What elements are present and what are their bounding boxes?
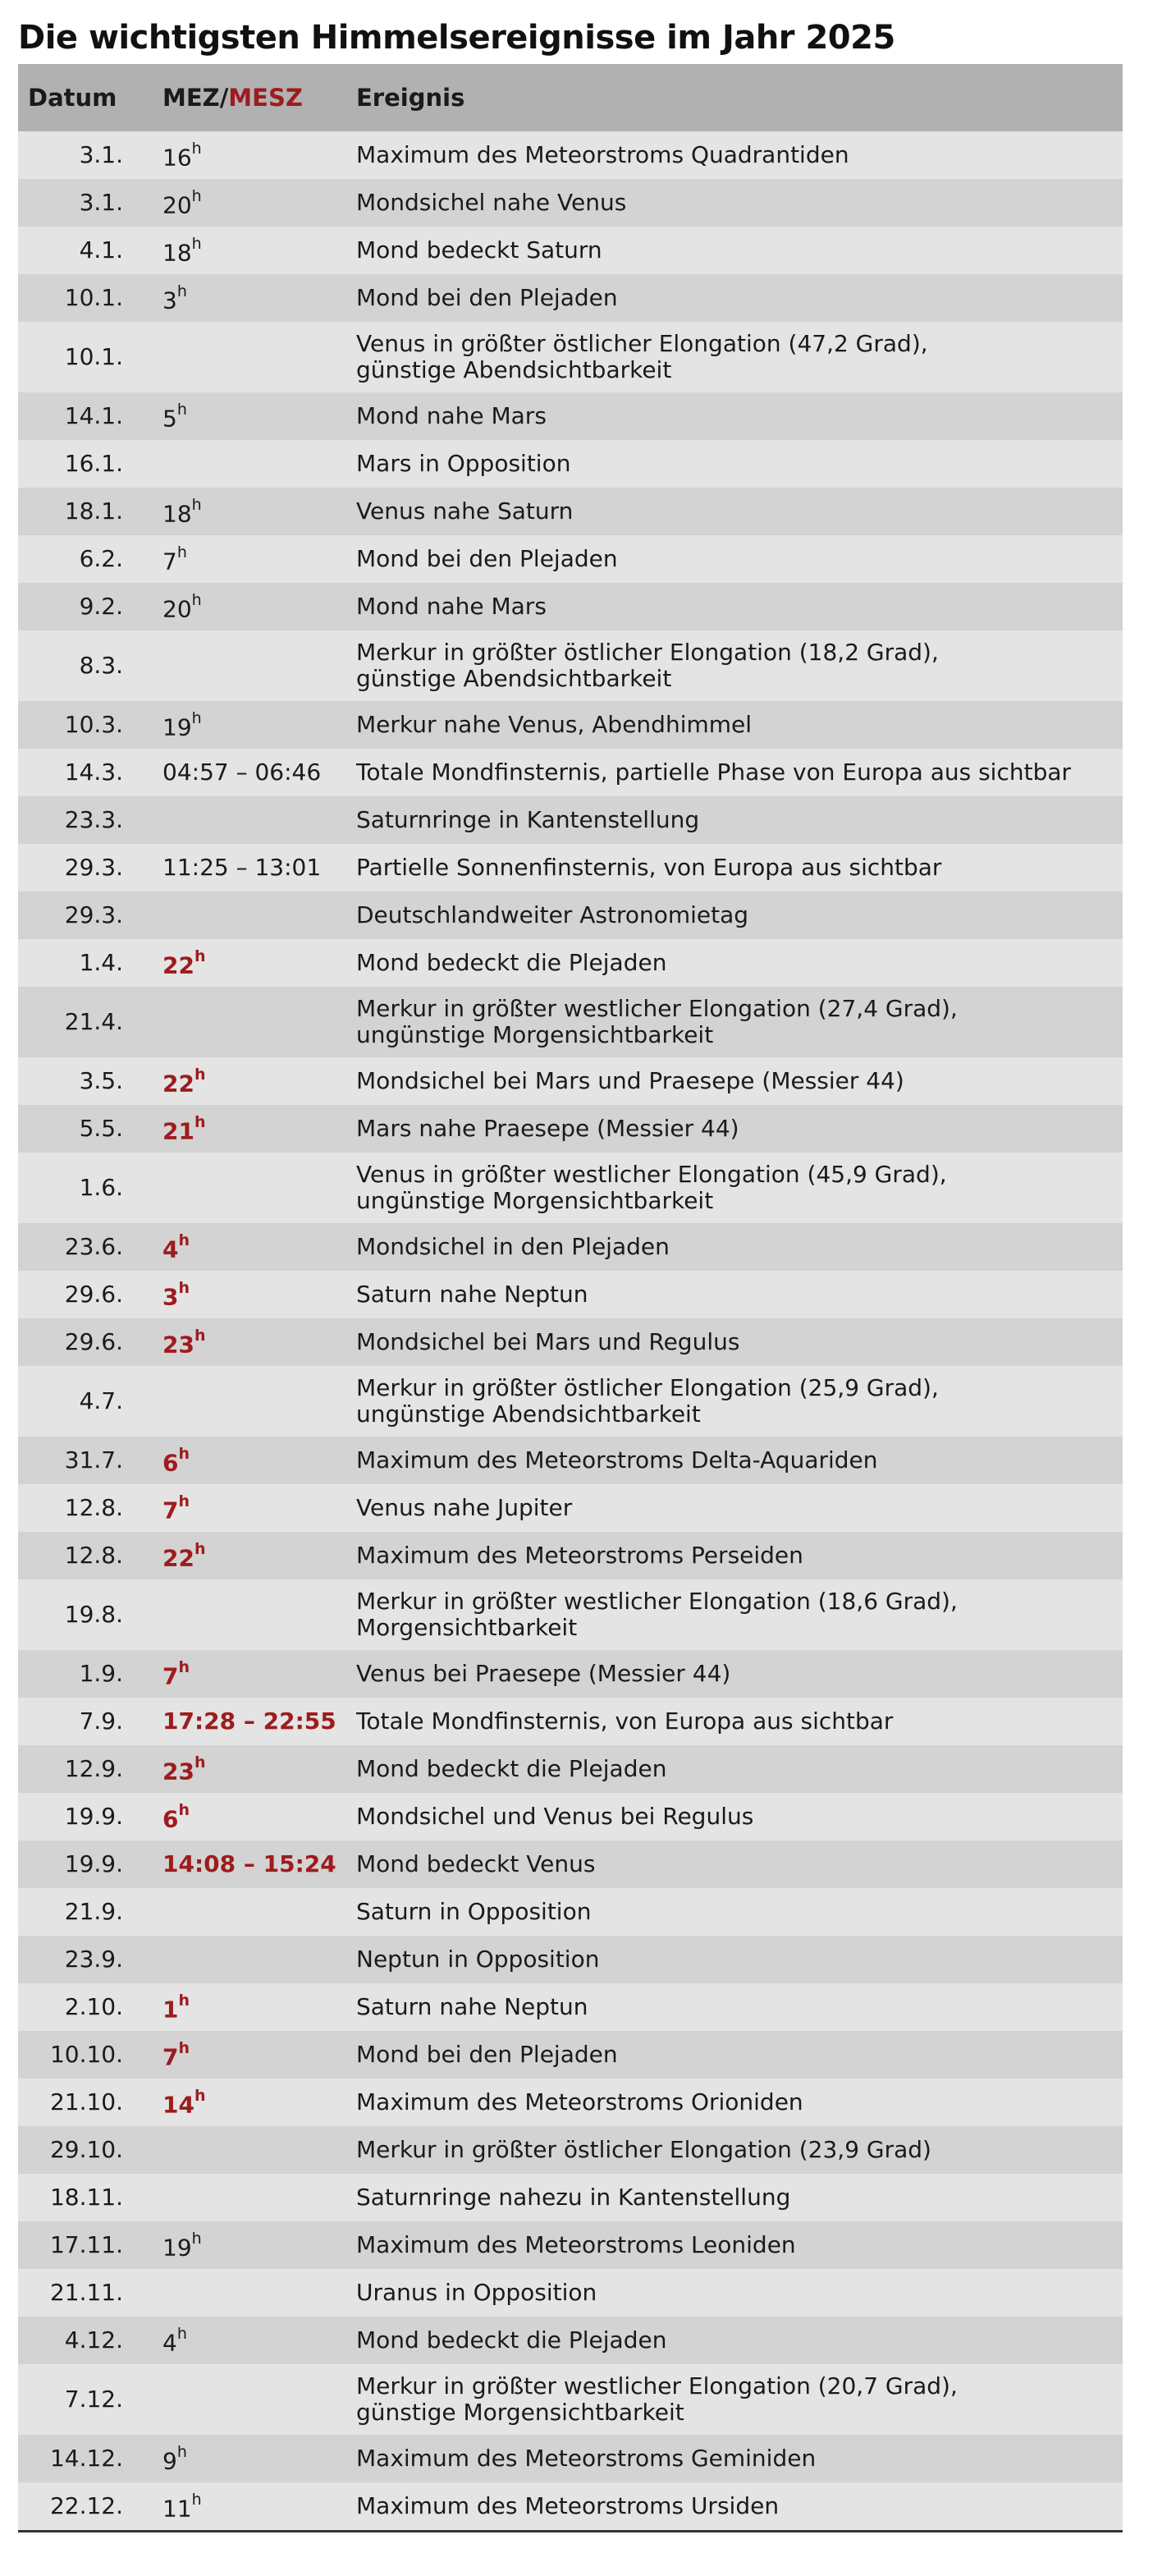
row-time	[162, 495, 356, 527]
header-time-mez: MEZ	[162, 84, 220, 112]
row-time	[162, 1492, 356, 1524]
row-time	[162, 1657, 356, 1689]
row-time-hour-mark: h	[194, 1066, 206, 1084]
row-event: Totale Mondfinsternis, partielle Phase von Europa aus sichtbar	[356, 759, 1072, 786]
row-date: 17.11.	[49, 2231, 123, 2258]
row-time-hour-mark: h	[194, 1113, 206, 1132]
table-row	[18, 322, 1123, 392]
table-row	[18, 701, 1123, 749]
table-row	[18, 1366, 1123, 1437]
row-time-hour-mark: h	[191, 2491, 202, 2510]
table-row	[18, 1437, 1123, 1484]
row-event: Mond bei den Plejaden	[356, 545, 618, 572]
row-event: Merkur in größter östlicher Elongation (18,2 Grad), günstige Abendsichtbarkeit	[356, 639, 939, 692]
table-row	[18, 630, 1123, 701]
row-time-hour-mark: h	[178, 1445, 190, 1464]
table-row	[18, 227, 1123, 274]
row-time	[162, 139, 356, 171]
row-time-value: 1	[162, 1996, 179, 2024]
row-event: Merkur nahe Venus, Abendhimmel	[356, 711, 753, 738]
row-event: Mond nahe Mars	[356, 402, 547, 429]
row-event: Neptun in Opposition	[356, 1946, 600, 1973]
row-time	[162, 1112, 356, 1144]
row-time	[162, 2324, 356, 2356]
row-time	[162, 855, 356, 881]
row-time	[162, 1800, 356, 1832]
row-time	[162, 2442, 356, 2474]
row-event: Venus nahe Jupiter	[356, 1494, 573, 1521]
table-row	[18, 796, 1123, 844]
row-date: 29.6.	[64, 1281, 123, 1308]
row-event: Mond bedeckt die Plejaden	[356, 949, 667, 976]
row-time-hour-mark: h	[191, 187, 202, 206]
row-date: 1.9.	[79, 1660, 123, 1687]
row-time-value: 11:25 – 13:01	[162, 854, 322, 881]
row-date: 10.1.	[64, 284, 123, 311]
row-date: 12.8.	[64, 1494, 123, 1521]
page-title: Die wichtigsten Himmelsereignisse im Jahr 2025	[18, 19, 895, 57]
row-date: 8.3.	[79, 652, 123, 679]
table-row	[18, 1888, 1123, 1936]
table-row	[18, 1153, 1123, 1223]
row-date: 21.9.	[64, 1898, 123, 1925]
row-event: Uranus in Opposition	[356, 2279, 597, 2306]
row-time-value: 4	[162, 2329, 177, 2357]
row-event: Maximum des Meteorstroms Delta-Aquariden	[356, 1446, 878, 1474]
row-date: 29.10.	[49, 2136, 123, 2163]
row-date: 4.1.	[79, 236, 123, 264]
row-time-hour-mark: h	[191, 591, 202, 610]
row-event: Merkur in größter westlicher Elongation (20,7 Grad), günstige Morgensichtbarkeit	[356, 2372, 958, 2426]
row-date: 6.2.	[79, 545, 123, 572]
row-time-value: 9	[162, 2447, 177, 2475]
row-event: Deutschlandweiter Astronomietag	[356, 901, 749, 928]
row-time-value: 22	[162, 1070, 194, 1098]
table-row	[18, 1698, 1123, 1745]
row-date: 21.10.	[49, 2088, 123, 2115]
row-date: 29.3.	[64, 854, 123, 881]
row-date: 9.2.	[79, 593, 123, 620]
table-row	[18, 2174, 1123, 2221]
row-time-hour-mark: h	[178, 1801, 190, 1820]
row-time-hour-mark: h	[191, 496, 202, 515]
table-row	[18, 1936, 1123, 1983]
row-time-value: 22	[162, 1544, 194, 1572]
row-event: Mond bei den Plejaden	[356, 2041, 618, 2068]
row-time-hour-mark: h	[191, 140, 202, 158]
row-time	[162, 234, 356, 266]
row-date: 23.6.	[64, 1233, 123, 1260]
row-date: 3.1.	[79, 189, 123, 216]
row-time-value: 18	[162, 500, 192, 528]
row-event: Mars nahe Praesepe (Messier 44)	[356, 1115, 739, 1142]
table-row	[18, 131, 1123, 179]
row-date: 7.9.	[79, 1707, 123, 1735]
row-date: 10.1.	[64, 343, 123, 370]
table-row	[18, 939, 1123, 987]
row-time-hour-mark: h	[178, 1231, 190, 1250]
table-body	[18, 131, 1123, 2530]
row-event: Mondsichel bei Mars und Regulus	[356, 1328, 740, 1355]
row-time	[162, 708, 356, 740]
table-row	[18, 488, 1123, 535]
row-date: 1.6.	[79, 1174, 123, 1201]
row-event: Maximum des Meteorstroms Perseiden	[356, 1542, 803, 1569]
row-date: 23.9.	[64, 1946, 123, 1973]
row-time-value: 04:57 – 06:46	[162, 759, 322, 786]
table-row	[18, 1745, 1123, 1793]
row-time	[162, 1326, 356, 1358]
row-time-value: 16	[162, 144, 192, 172]
row-time-hour-mark: h	[194, 1327, 206, 1345]
row-event: Mond bedeckt die Plejaden	[356, 2326, 667, 2354]
table-row	[18, 1057, 1123, 1105]
row-time-value: 23	[162, 1758, 194, 1785]
table-row	[18, 2435, 1123, 2482]
row-time-value: 5	[162, 405, 177, 433]
row-time	[162, 759, 356, 786]
row-event: Mondsichel und Venus bei Regulus	[356, 1803, 754, 1830]
row-event: Merkur in größter westlicher Elongation (27,4 Grad), ungünstige Morgensichtbarkeit	[356, 995, 958, 1048]
row-time	[162, 400, 356, 432]
table-row	[18, 1532, 1123, 1579]
row-time-value: 3	[162, 286, 177, 314]
table-row	[18, 987, 1123, 1057]
row-date: 23.3.	[64, 806, 123, 833]
row-time-hour-mark: h	[178, 1492, 190, 1511]
table-row	[18, 892, 1123, 939]
row-date: 21.4.	[64, 1008, 123, 1035]
table-row	[18, 1484, 1123, 1532]
table-row	[18, 844, 1123, 892]
row-time-hour-mark: h	[178, 1279, 190, 1298]
row-event: Mond nahe Mars	[356, 593, 547, 620]
row-date: 3.5.	[79, 1067, 123, 1094]
row-time-hour-mark: h	[178, 1992, 190, 2010]
row-date: 19.8.	[64, 1601, 123, 1628]
table-row	[18, 1840, 1123, 1888]
table-row	[18, 1105, 1123, 1153]
row-time-hour-mark: h	[178, 1658, 190, 1677]
row-time	[162, 2229, 356, 2261]
row-date: 3.1.	[79, 141, 123, 168]
table-row	[18, 2126, 1123, 2174]
row-event: Mond bei den Plejaden	[356, 284, 618, 311]
row-time-value: 3	[162, 1283, 179, 1311]
row-time	[162, 543, 356, 575]
table-row	[18, 1983, 1123, 2031]
row-time-value: 18	[162, 239, 192, 267]
table-row	[18, 1579, 1123, 1650]
row-event: Merkur in größter östlicher Elongation (25,9 Grad), ungünstige Abendsichtbarkeit	[356, 1374, 939, 1428]
row-date: 10.10.	[49, 2041, 123, 2068]
row-time	[162, 1708, 356, 1735]
row-event: Saturnringe nahezu in Kantenstellung	[356, 2184, 791, 2211]
row-date: 31.7.	[64, 1446, 123, 1474]
row-event: Maximum des Meteorstroms Leoniden	[356, 2231, 796, 2258]
row-time	[162, 1065, 356, 1097]
row-date: 4.12.	[64, 2326, 123, 2354]
row-time-value: 7	[162, 1497, 179, 1524]
table-row	[18, 2031, 1123, 2079]
row-date: 12.8.	[64, 1542, 123, 1569]
header-date: Datum	[28, 84, 117, 112]
row-time	[162, 282, 356, 314]
row-event: Maximum des Meteorstroms Ursiden	[356, 2492, 780, 2519]
row-date: 29.3.	[64, 901, 123, 928]
row-time	[162, 1444, 356, 1476]
row-time-hour-mark: h	[191, 235, 202, 254]
table-row	[18, 2317, 1123, 2364]
row-time-value: 7	[162, 1662, 179, 1690]
table-header	[18, 64, 1123, 131]
table-row	[18, 392, 1123, 440]
table-row	[18, 749, 1123, 796]
row-event: Saturn nahe Neptun	[356, 1281, 588, 1308]
table-row	[18, 274, 1123, 322]
row-event: Mondsichel bei Mars und Praesepe (Messier 44)	[356, 1067, 904, 1094]
row-time-hour-mark: h	[178, 2039, 190, 2058]
row-event: Mondsichel nahe Venus	[356, 189, 627, 216]
row-time-hour-mark: h	[194, 2087, 206, 2106]
row-time-value: 20	[162, 191, 192, 219]
row-time	[162, 1991, 356, 2023]
row-time-value: 14:08 – 15:24	[162, 1850, 336, 1877]
row-time	[162, 186, 356, 218]
row-time-value: 7	[162, 548, 177, 575]
row-time-hour-mark: h	[176, 543, 187, 562]
row-time	[162, 947, 356, 979]
table-row	[18, 583, 1123, 630]
row-time	[162, 590, 356, 622]
row-event: Partielle Sonnenfinsternis, von Europa aus sichtbar	[356, 854, 942, 881]
row-date: 18.1.	[64, 497, 123, 525]
row-date: 22.12.	[49, 2492, 123, 2519]
row-time-hour-mark: h	[176, 401, 187, 419]
row-time-value: 21	[162, 1117, 194, 1145]
events-table	[18, 64, 1123, 2532]
row-time-hour-mark: h	[194, 1540, 206, 1559]
table-row	[18, 179, 1123, 227]
row-date: 12.9.	[64, 1755, 123, 1782]
row-event: Venus nahe Saturn	[356, 497, 574, 525]
header-time	[162, 84, 356, 112]
row-date: 19.9.	[64, 1850, 123, 1877]
row-event: Merkur in größter östlicher Elongation (23,9 Grad)	[356, 2136, 931, 2163]
row-time-hour-mark: h	[176, 282, 187, 301]
row-time	[162, 1539, 356, 1571]
row-date: 7.12.	[64, 2386, 123, 2413]
row-event: Mond bedeckt die Plejaden	[356, 1755, 667, 1782]
table-row	[18, 2482, 1123, 2530]
row-event: Maximum des Meteorstroms Orioniden	[356, 2088, 803, 2115]
row-time	[162, 2038, 356, 2070]
row-time-value: 14	[162, 2091, 194, 2119]
table-row	[18, 2079, 1123, 2126]
row-time-hour-mark: h	[191, 709, 202, 728]
row-date: 14.1.	[64, 402, 123, 429]
row-event: Saturn nahe Neptun	[356, 1993, 588, 2020]
table-row	[18, 2221, 1123, 2269]
table-row	[18, 1650, 1123, 1698]
row-date: 4.7.	[79, 1387, 123, 1414]
row-date: 16.1.	[64, 450, 123, 477]
row-time-value: 22	[162, 951, 194, 979]
header-event: Ereignis	[356, 84, 465, 112]
row-date: 29.6.	[64, 1328, 123, 1355]
row-date: 19.9.	[64, 1803, 123, 1830]
row-time-hour-mark: h	[191, 2230, 202, 2248]
row-event: Totale Mondfinsternis, von Europa aus sichtbar	[356, 1707, 894, 1735]
row-event: Mond bedeckt Venus	[356, 1850, 596, 1877]
row-event: Mars in Opposition	[356, 450, 571, 477]
header-time-mesz: MESZ	[228, 84, 303, 112]
row-time-hour-mark: h	[176, 2325, 187, 2344]
row-time-value: 4	[162, 1235, 179, 1263]
row-time	[162, 2490, 356, 2522]
row-time-hour-mark: h	[194, 947, 206, 966]
header-time-slash: /	[219, 84, 229, 112]
row-event: Saturnringe in Kantenstellung	[356, 806, 700, 833]
row-event: Mondsichel in den Plejaden	[356, 1233, 670, 1260]
row-date: 2.10.	[64, 1993, 123, 2020]
row-time-value: 17:28 – 22:55	[162, 1707, 336, 1735]
row-time	[162, 1278, 356, 1310]
row-time-value: 20	[162, 595, 192, 623]
row-event: Maximum des Meteorstroms Quadrantiden	[356, 141, 849, 168]
row-time	[162, 1231, 356, 1263]
row-time-hour-mark: h	[194, 1753, 206, 1772]
table-row	[18, 1318, 1123, 1366]
row-time	[162, 1851, 356, 1877]
row-date: 14.3.	[64, 759, 123, 786]
table-row	[18, 440, 1123, 488]
row-time-value: 6	[162, 1449, 179, 1477]
table-row	[18, 2364, 1123, 2435]
row-date: 18.11.	[49, 2184, 123, 2211]
row-date: 5.5.	[79, 1115, 123, 1142]
table-row	[18, 1793, 1123, 1840]
row-date: 21.11.	[49, 2279, 123, 2306]
table-row	[18, 2269, 1123, 2317]
row-time-value: 19	[162, 2234, 192, 2262]
row-time-value: 7	[162, 2043, 179, 2071]
row-event: Saturn in Opposition	[356, 1898, 592, 1925]
bottom-rule	[18, 2530, 1123, 2532]
row-time	[162, 2086, 356, 2118]
row-event: Venus in größter östlicher Elongation (47,2 Grad), günstige Abendsichtbarkeit	[356, 330, 928, 383]
table-row	[18, 1271, 1123, 1318]
row-event: Mond bedeckt Saturn	[356, 236, 602, 264]
row-event: Maximum des Meteorstroms Geminiden	[356, 2445, 817, 2472]
table-row	[18, 1223, 1123, 1271]
row-date: 10.3.	[64, 711, 123, 738]
row-time-value: 6	[162, 1805, 179, 1833]
row-event: Merkur in größter westlicher Elongation (18,6 Grad), Morgensichtbarkeit	[356, 1588, 958, 1641]
row-date: 14.12.	[49, 2445, 123, 2472]
row-time-value: 19	[162, 713, 192, 741]
row-event: Venus in größter westlicher Elongation (45,9 Grad), ungünstige Morgensichtbarkeit	[356, 1161, 947, 1214]
table-row	[18, 535, 1123, 583]
row-time-value: 23	[162, 1331, 194, 1359]
row-event: Venus bei Praesepe (Messier 44)	[356, 1660, 731, 1687]
row-date: 1.4.	[79, 949, 123, 976]
row-time-hour-mark: h	[176, 2443, 187, 2462]
row-time-value: 11	[162, 2495, 192, 2523]
row-time	[162, 1753, 356, 1785]
